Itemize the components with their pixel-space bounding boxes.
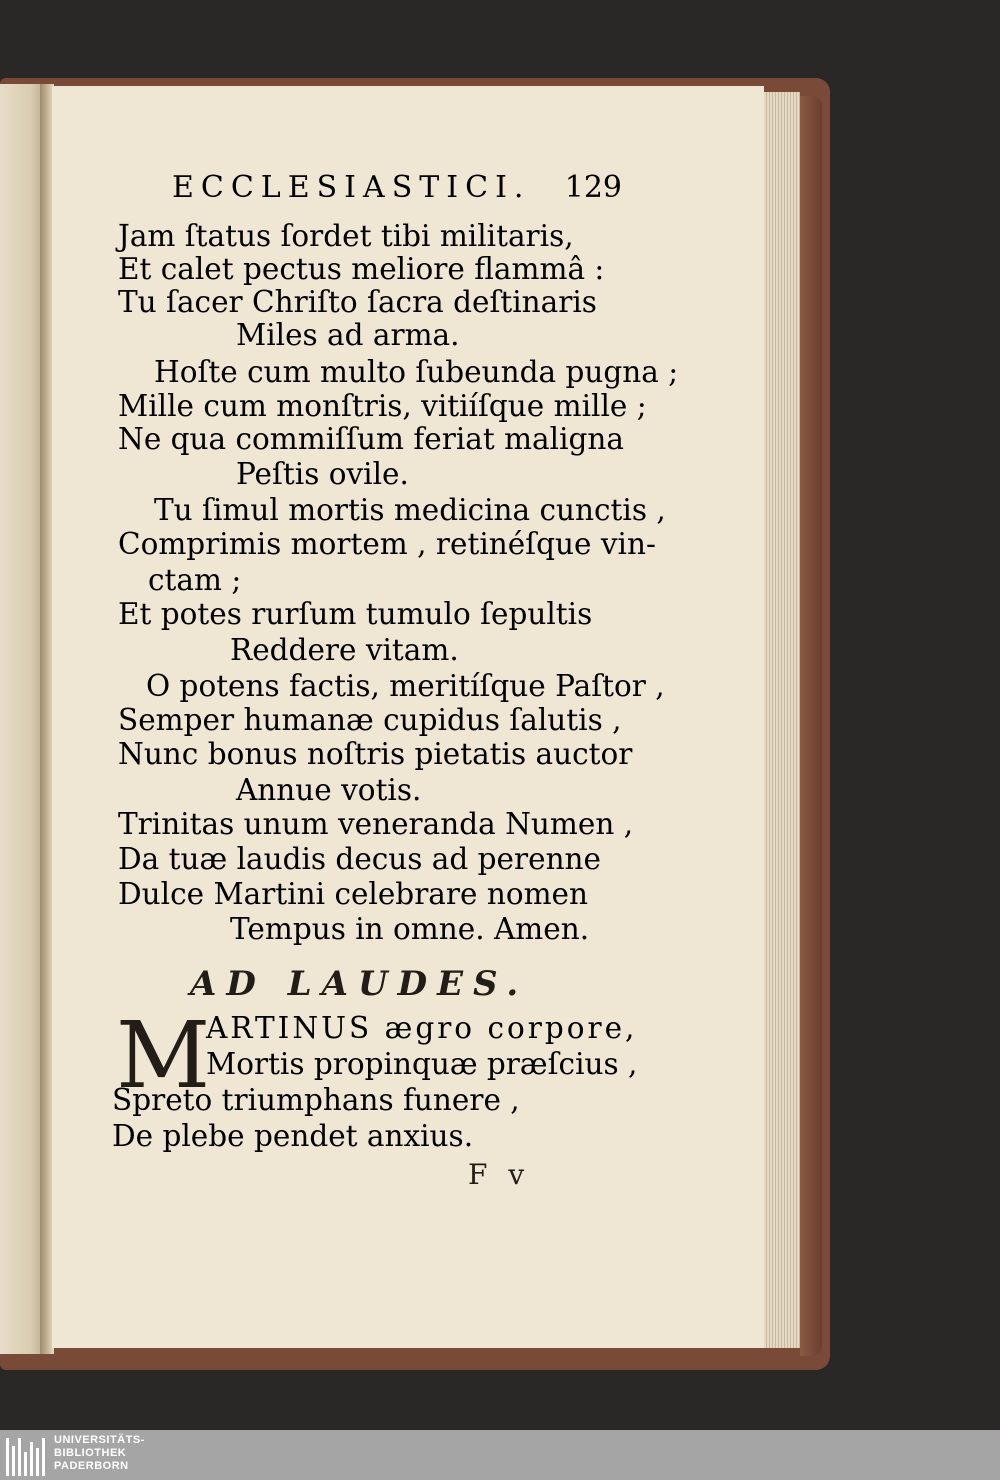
university-library-logo-icon — [6, 1436, 46, 1476]
drop-cap: M — [116, 1002, 211, 1109]
library-name — [54, 1434, 145, 1473]
hymn-line: Mille cum monſtris, vitiíſque mille ; — [118, 389, 647, 423]
second-hymn-line: De plebe pendet anxius. — [112, 1119, 474, 1153]
library-name-line: PADERBORN — [54, 1460, 129, 1472]
running-head — [172, 170, 622, 210]
hymn-line: Tu ſacer Chriſto ſacra deſtinaris — [118, 285, 597, 319]
hymn-line: Hoſte cum multo ſubeunda pugna ; — [154, 355, 679, 389]
hymn-line: Tu ſimul mortis medicina cunctis , — [154, 493, 666, 527]
second-hymn-line: Spreto triumphans funere , — [112, 1083, 520, 1117]
hymn-line: Peſtis ovile. — [236, 457, 409, 491]
library-name-line: BIBLIOTHEK — [54, 1447, 127, 1459]
hymn-line: Tempus in omne. Amen. — [230, 912, 590, 946]
hymn-line: Trinitas unum veneranda Numen , — [118, 807, 634, 841]
hymn-line: Annue votis. — [236, 773, 422, 807]
hymn-line: Da tuæ laudis decus ad perenne — [118, 842, 602, 876]
hymn-line: Jam ſtatus ſordet tibi militaris, — [118, 219, 574, 253]
book-cover-edge — [800, 96, 822, 1356]
page-number: 129 — [564, 170, 622, 205]
hymn-line: Miles ad arma. — [236, 318, 460, 352]
library-name-line: UNIVERSITÄTS- — [54, 1434, 145, 1446]
second-hymn-line: Mortis propinquæ præſcius , — [206, 1047, 638, 1081]
running-head-title: ECCLESIASTICI. — [172, 170, 531, 205]
hymn-line: Ne qua commiſſum feriat maligna — [118, 422, 624, 456]
section-heading: AD LAUDES. — [190, 964, 529, 1004]
left-page-edge — [0, 84, 44, 1354]
page-edges — [764, 92, 800, 1348]
library-footer — [0, 1430, 1000, 1480]
hymn-line: Comprimis mortem , retinéſque vin- — [118, 527, 656, 561]
hymn-line: O potens factis, meritíſque Paſtor , — [146, 669, 665, 703]
hymn-line: Et calet pectus meliore flammâ : — [118, 252, 605, 286]
hymn-line: Et potes rurſum tumulo ſepultis — [118, 597, 593, 631]
signature-mark: F v — [468, 1158, 531, 1191]
hymn-line: ctam ; — [148, 563, 242, 597]
second-hymn-line: ARTINUS ægro corpore, — [206, 1011, 638, 1045]
hymn-line: Nunc bonus noſtris pietatis auctor — [118, 737, 633, 771]
hymn-line: Reddere vitam. — [230, 633, 459, 667]
hymn-line: Semper humanæ cupidus ſalutis , — [118, 703, 622, 737]
hymn-line: Dulce Martini celebrare nomen — [118, 877, 589, 911]
